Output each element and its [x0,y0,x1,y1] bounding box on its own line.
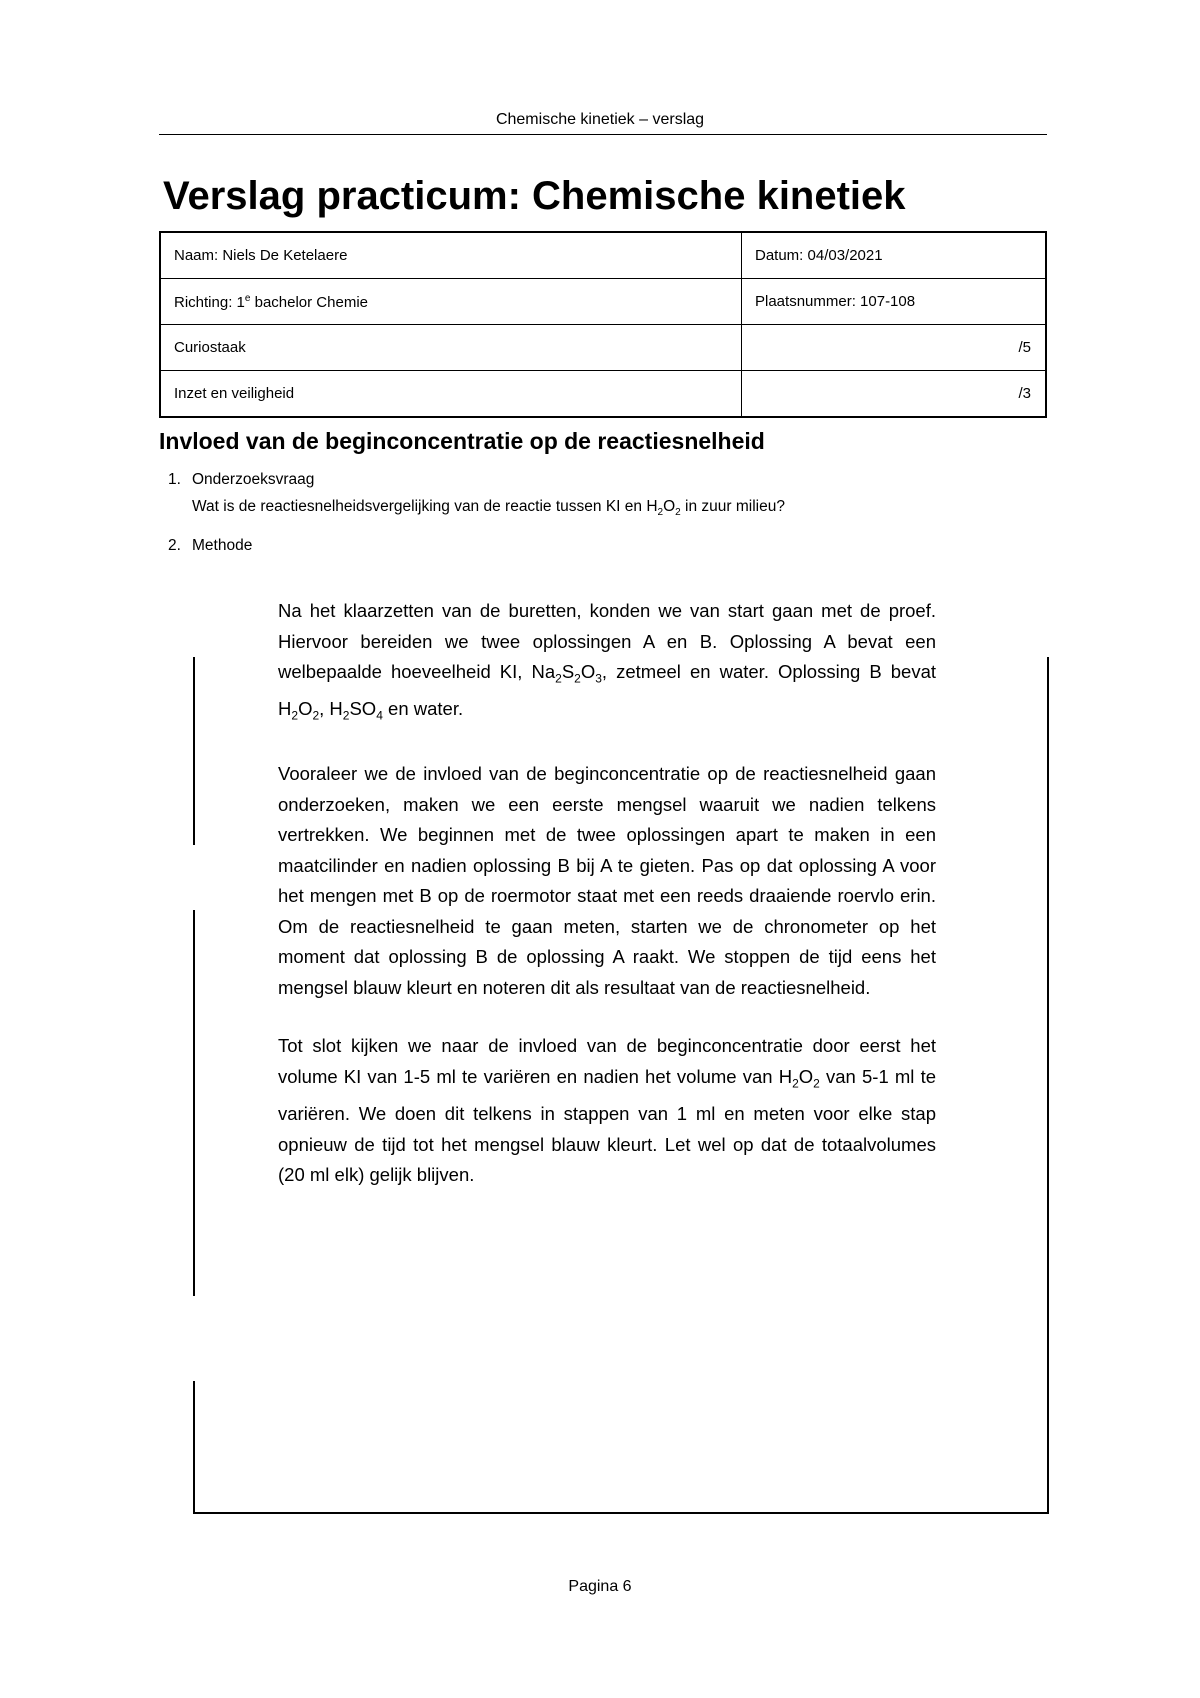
running-header: Chemische kinetiek – verslag [495,111,705,128]
method-paragraph: Tot slot kijken we naar de invloed van de beginconcentratie door eerst het volume KI van 1-5 ml te variëren en nadien het volume van $H_2O_2$ van 5-1 ml te variëren. We doen dit telkens in stappen van 1 ml en meten voor elke stap opnieuw de tijd tot het mengsel blauw kleurt. Let wel op dat de totaalvolumes (20 ml elk) gelijk blijven. [278,1035,937,1186]
section-heading: Invloed van de beginconcentratie op de reactiesnelheid [159,428,765,454]
frame-left-line [193,910,195,1296]
list-item-label: Methode [192,537,253,554]
frame-bottom-line [193,1512,1049,1514]
table-row [160,325,1046,371]
list-number: 2. [168,537,181,554]
frame-left-line [193,1381,195,1513]
method-text [278,596,936,1219]
curio-score-cell: /5 [742,325,1047,371]
table-row [160,279,1046,325]
research-question: Wat is de reactiesnelheidsvergelijking van de reactie tussen KI en $H_2O_2$ in zuur milieu? [192,498,785,519]
table-row [160,371,1046,418]
date-cell: Datum: 04/03/2021 [742,232,1047,279]
list-item-label: Onderzoeksvraag [192,471,315,488]
safety-score-cell: /3 [742,371,1047,418]
method-paragraph: Na het klaarzetten van de buretten, konden we van start gaan met de proef. Hiervoor bereiden we twee oplossingen A en B. Oplossing A bevat een welbepaalde hoeveelheid KI, $Na_2S_2O_3$, zetmeel en water. Oplossing B bevat $H_2O_2$, $H_2SO_4$ en water. [278,600,936,723]
page-title: Verslag practicum: Chemische kinetiek [163,174,906,218]
direction-cell: Richting: 1e bachelor Chemie [160,279,742,325]
table-row [160,232,1046,279]
seat-cell: Plaatsnummer: 107-108 [742,279,1047,325]
page-footer: Pagina 6 [568,1578,632,1595]
info-table [159,231,1047,418]
safety-label-cell: Inzet en veiligheid [160,371,742,418]
curio-label-cell: Curiostaak [160,325,742,371]
name-cell: Naam: Niels De Ketelaere [160,232,742,279]
frame-left-line [193,657,195,845]
list-number: 1. [168,471,181,488]
header-rule [159,134,1047,135]
method-paragraph: Vooraleer we de invloed van de beginconcentratie op de reactiesnelheid gaan onderzoeken, maken we een eerste mengsel waaruit we nadien telkens vertrekken. We beginnen met de twee oplossingen apart te maken in een maatcilinder en nadien oplossing B bij A te gieten. Pas op dat oplossing A voor het mengen met B op de roermotor staat met een reeds draaiende roervlo erin. Om de reactiesnelheid te gaan meten, starten we de chronometer op het moment dat oplossing B de oplossing A raakt. We stoppen de tijd eens het mengsel blauw kleurt en noteren dit als resultaat van de reactiesnelheid. [278,763,936,998]
frame-right-line [1047,657,1049,1513]
